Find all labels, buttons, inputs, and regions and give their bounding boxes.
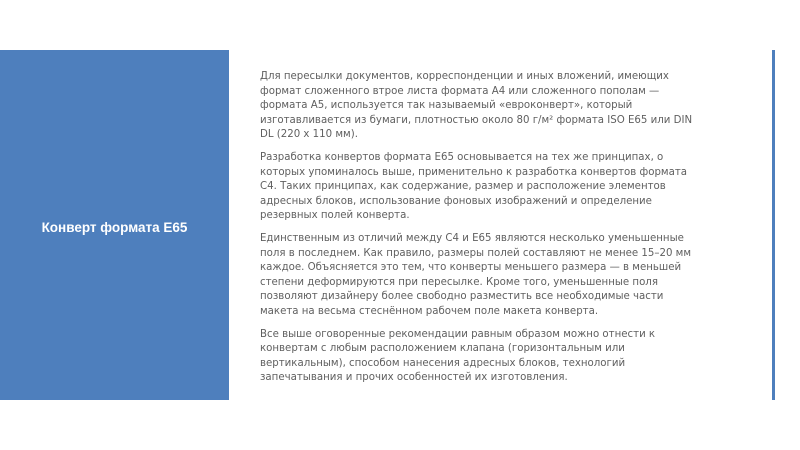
body-paragraph-2: Разработка конвертов формата Е65 основывается на тех же принципах, о которых упоминалось выше, применительно к разработка конвертов формата С4. Таких принципах, как содержание, размер и расположение элементов адресных блоков, использование фоновых изображений и определение резервных полей конверта. — [260, 151, 688, 222]
slide-body — [260, 70, 696, 394]
accent-bar — [772, 50, 775, 400]
body-paragraph-3: Единственным из отличий между С4 и Е65 являются несколько уменьшенные поля в последнем. Как правило, размеры полей составляют не менее 15–20 мм каждое. Объясняется это тем, что конверты меньшего размера — в меньшей степени деформируются при пересылке. Кроме того, уменьшенные поля позволяют дизайнеру более свободно разместить все необходимые части макета на весьма стеснённом рабочем поле макета конверта. — [260, 232, 692, 317]
slide-title: Конверт формата Е65 — [41, 219, 188, 235]
title-panel — [0, 50, 229, 400]
body-paragraph-4: Все выше оговоренные рекомендации равным образом можно отнести к конвертам с любым расположением клапана (горизонтальным или вертикальным), способом нанесения адресных блоков, технологий запечатывания и прочих особенностей их изготовления. — [260, 328, 656, 384]
body-paragraph-1: Для пересылки документов, корреспонденции и иных вложений, имеющих формат сложенного втрое листа формата А4 или сложенного пополам — формата А5, используется так называемый «евроконверт», который изготавливается из бумаги, плотностью около 80 г/м² формата ISO Е65 или DIN DL (220 х 110 мм). — [260, 71, 693, 141]
